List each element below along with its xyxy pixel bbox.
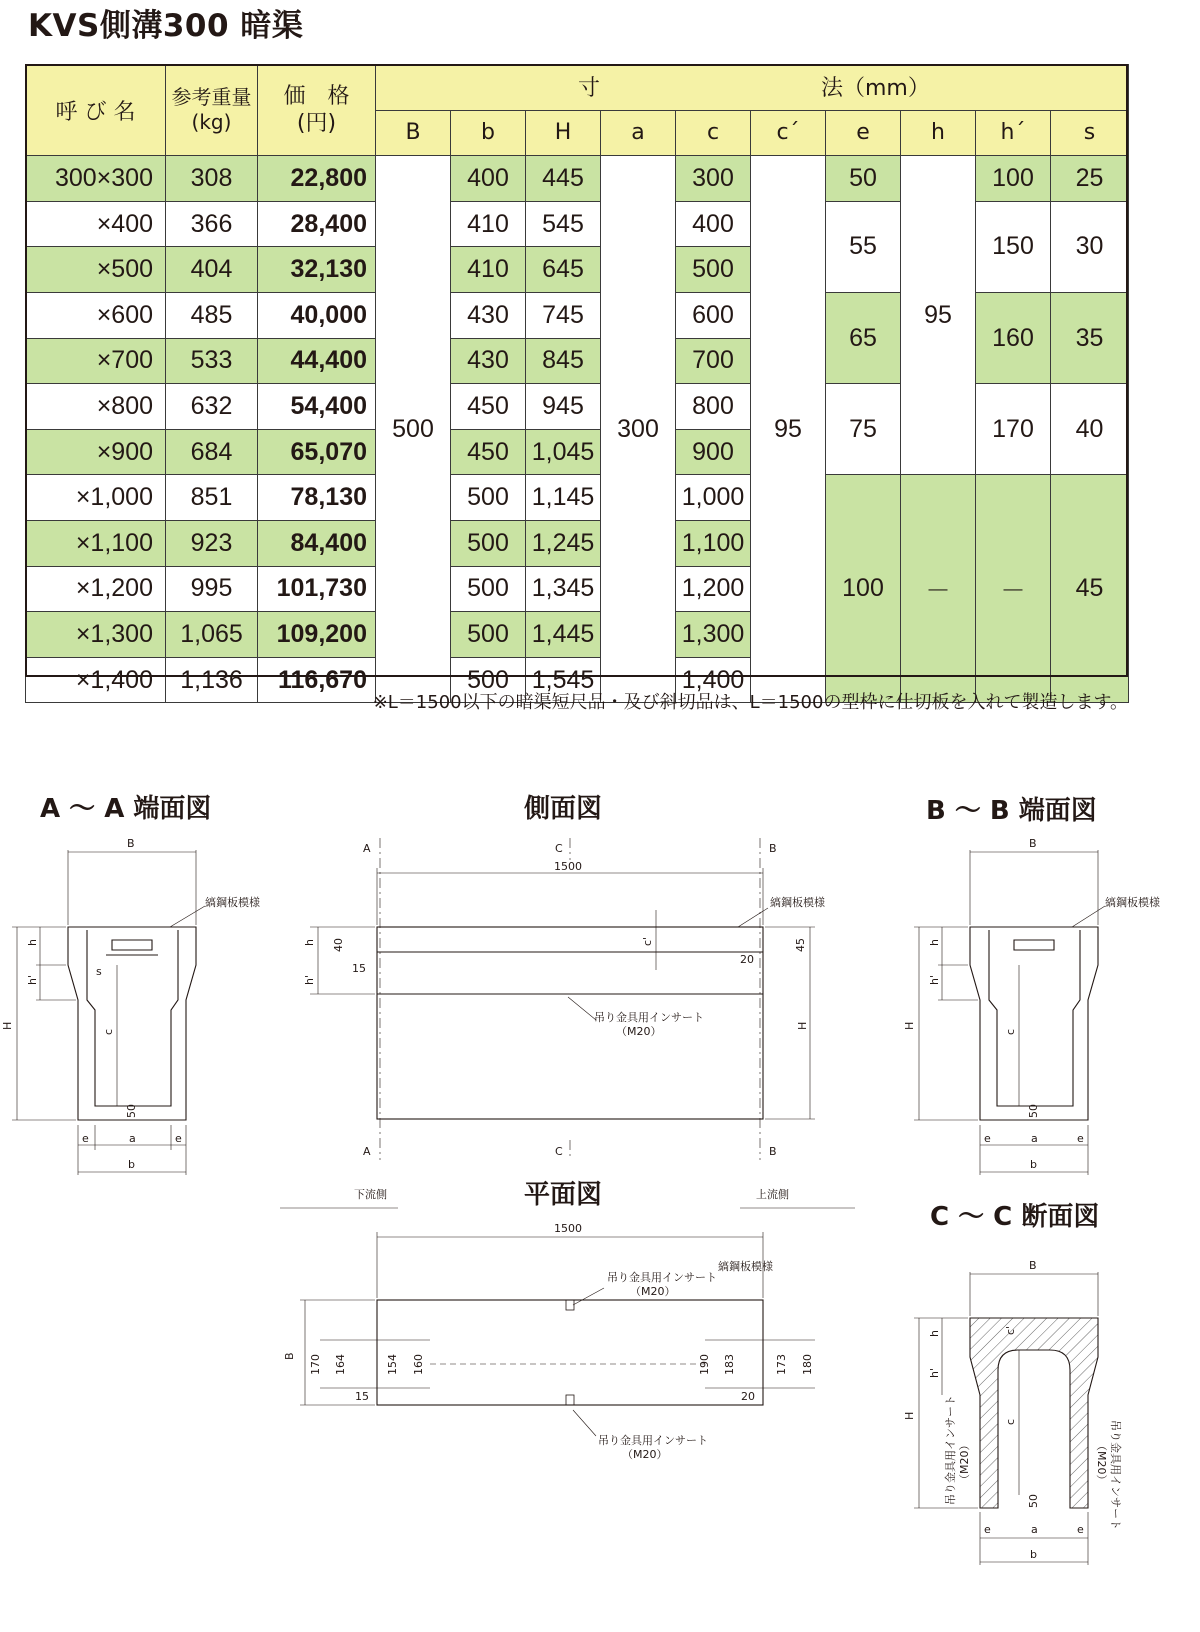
aa-label-50: 50 [125,1104,138,1118]
plan-label-m20-bottom: （M20） [622,1448,668,1461]
header-col-3: a [601,110,676,156]
cc-title: C ～ C 断面図 [930,1202,1100,1232]
table-cell: 30 [1051,201,1129,292]
table-cell: 632 [166,384,258,430]
table-cell: 101,730 [258,566,376,612]
table-cell: － [976,475,1051,703]
side-view-drawing [310,838,815,1160]
table-cell: 500 [451,566,526,612]
table-cell: 45 [1051,475,1129,703]
plan-label-170: 170 [309,1354,322,1375]
table-cell: 366 [166,201,258,247]
bb-label-plate: 縞鋼板模様 [1105,896,1160,909]
table-cell: 851 [166,475,258,521]
plan-label-1500: 1500 [554,1222,582,1235]
footnote: ※L＝1500以下の暗渠短尺品・及び斜切品は、L＝1500の型枠に仕切板を入れて製造します。 [372,692,1128,713]
table-cell: 500 [376,156,451,703]
side-label-15: 15 [352,962,366,975]
table-cell: 995 [166,566,258,612]
table-cell: 410 [451,201,526,247]
table-cell: ×1,000 [26,475,166,521]
table-cell: 300 [601,156,676,703]
bb-end-view [914,850,1105,1175]
table-cell: 55 [826,201,901,292]
table-cell: 28,400 [258,201,376,247]
table-cell: 923 [166,520,258,566]
table-cell: 533 [166,338,258,384]
table-cell: 430 [451,338,526,384]
table-cell: 500 [451,657,526,703]
table-cell: 500 [451,475,526,521]
plan-view-title: 平面図 [524,1180,603,1210]
plan-label-180: 180 [801,1354,814,1375]
table-cell: 1,300 [676,612,751,658]
bb-label-50: 50 [1027,1104,1040,1118]
table-cell: 116,670 [258,657,376,703]
cc-label-insert-left: 吊り金具用インサート [944,1395,957,1505]
table-cell: 400 [676,201,751,247]
plan-label-164: 164 [334,1354,347,1375]
table-cell: 1,145 [526,475,601,521]
cc-label-H: H [903,1411,916,1420]
bb-label-B: B [1029,837,1037,850]
header-col-8: h´ [976,110,1051,156]
table-cell: ×900 [26,429,166,475]
table-cell: 1,545 [526,657,601,703]
bb-label-a: a [1031,1132,1038,1145]
table-cell: ×700 [26,338,166,384]
table-cell: 40,000 [258,292,376,338]
cc-label-h: h [928,1330,941,1337]
table-cell: 32,130 [258,247,376,293]
plan-label-154: 154 [386,1354,399,1375]
table-cell: 50 [826,156,901,202]
plan-label-downstream: 下流側 [354,1188,387,1201]
header-col-5: c´ [751,110,826,156]
table-cell: 40 [1051,384,1129,475]
table-cell: 150 [976,201,1051,292]
cc-label-cprime: c' [1004,1325,1017,1335]
table-cell: 300×300 [26,156,166,202]
side-label-C-top: C [555,842,563,855]
table-cell: 170 [976,384,1051,475]
side-view-title: 側面図 [524,794,603,824]
bb-title: B ～ B 端面図 [926,796,1097,826]
table-cell: ×500 [26,247,166,293]
plan-label-15: 15 [355,1390,369,1403]
table-cell: ×600 [26,292,166,338]
table-cell: 1,136 [166,657,258,703]
table-cell: 22,800 [258,156,376,202]
side-label-1500: 1500 [554,860,582,873]
table-cell: 430 [451,292,526,338]
side-label-40: 40 [332,938,345,952]
side-label-20: 20 [740,953,754,966]
plan-label-B: B [283,1352,296,1360]
side-label-H: H [796,1021,809,1030]
side-label-C-bottom: C [555,1145,563,1158]
cc-label-insert-right: 吊り金具用インサート [1109,1420,1122,1530]
plan-label-plate: 縞鋼板模様 [718,1260,773,1273]
header-col-9: s [1051,110,1129,156]
table-cell: 95 [751,156,826,703]
header-col-0: B [376,110,451,156]
cc-label-50: 50 [1027,1494,1040,1508]
table-cell: 450 [451,384,526,430]
bb-label-e-right: e [1077,1132,1084,1145]
aa-end-view [12,850,205,1175]
cc-section-drawing [914,1272,1098,1565]
table-cell: 100 [976,156,1051,202]
cc-label-e-right: e [1077,1523,1084,1536]
table-cell: 84,400 [258,520,376,566]
table-cell: 100 [826,475,901,703]
table-cell: 1,045 [526,429,601,475]
aa-label-c: c [102,1028,115,1035]
table-cell: 400 [451,156,526,202]
table-cell: 945 [526,384,601,430]
table-cell: ×1,100 [26,520,166,566]
table-cell: 1,245 [526,520,601,566]
table-cell: 410 [451,247,526,293]
plan-label-173: 173 [775,1354,788,1375]
aa-label-h: h [26,939,39,946]
header-col-7: h [901,110,976,156]
table-cell: 308 [166,156,258,202]
side-label-h: h [303,939,316,946]
aa-label-H: H [1,1021,14,1030]
header-dim-left: 寸 [578,76,601,101]
table-cell: 500 [451,520,526,566]
cc-label-c: c [1004,1418,1017,1425]
cc-label-b: b [1030,1548,1037,1561]
side-label-B-top: B [769,842,777,855]
table-cell: 75 [826,384,901,475]
plan-label-183: 183 [723,1354,736,1375]
bb-label-b: b [1030,1158,1037,1171]
cc-label-m20-left: （M20） [958,1439,971,1485]
side-label-cprime: c' [641,936,654,946]
bb-label-h: h [928,939,941,946]
cc-label-m20-right: （M20） [1095,1440,1108,1486]
table-cell: 800 [676,384,751,430]
table-cell: 745 [526,292,601,338]
plan-label-m20-top: （M20） [630,1285,676,1298]
plan-label-upstream: 上流側 [756,1188,789,1201]
table-cell: 1,400 [676,657,751,703]
table-cell: 450 [451,429,526,475]
aa-title: A ～ A 端面図 [40,794,212,824]
side-label-45: 45 [794,938,807,952]
aa-label-b: b [128,1158,135,1171]
header-col-6: e [826,110,901,156]
table-cell: 645 [526,247,601,293]
plan-label-insert-top: 吊り金具用インサート [607,1271,717,1284]
bb-label-hprime: h' [928,975,941,985]
table-cell: 1,065 [166,612,258,658]
table-cell: 845 [526,338,601,384]
cc-label-a: a [1031,1523,1038,1536]
table-cell: 160 [976,292,1051,383]
plan-label-160: 160 [412,1354,425,1375]
table-cell: 78,130 [258,475,376,521]
side-label-A-top: A [363,842,371,855]
table-cell: － [901,475,976,703]
table-cell: 44,400 [258,338,376,384]
table-cell: 109,200 [258,612,376,658]
side-label-A-bottom: A [363,1145,371,1158]
table-cell: 95 [901,156,976,475]
header-weight: 参考重量 (kg) [166,65,258,156]
aa-label-s: s [96,965,102,978]
table-cell: 300 [676,156,751,202]
header-col-4: c [676,110,751,156]
cc-label-e-left: e [984,1523,991,1536]
table-cell: 1,200 [676,566,751,612]
table-cell: 1,100 [676,520,751,566]
aa-label-e-left: e [82,1132,89,1145]
header-name: 呼 び 名 [26,65,166,156]
aa-label-plate: 縞鋼板模様 [205,896,260,909]
cc-label-hprime: h' [928,1368,941,1378]
side-label-hprime: h' [303,975,316,985]
side-label-insert: 吊り金具用インサート [594,1011,704,1024]
aa-label-B: B [127,837,135,850]
table-cell: 54,400 [258,384,376,430]
aa-label-hprime: h' [26,975,39,985]
table-cell: 65 [826,292,901,383]
side-label-m20: （M20） [616,1025,662,1038]
side-label-plate: 縞鋼板模様 [770,896,825,909]
table-cell: 1,445 [526,612,601,658]
cc-label-B: B [1029,1259,1037,1272]
aa-label-a: a [129,1132,136,1145]
side-label-B-bottom: B [769,1145,777,1158]
page-title: KVS側溝300 暗渠 [28,8,304,44]
table-cell: 1,345 [526,566,601,612]
table-cell: 485 [166,292,258,338]
table-cell: ×1,300 [26,612,166,658]
table-cell: ×800 [26,384,166,430]
plan-label-20: 20 [741,1390,755,1403]
header-col-1: b [451,110,526,156]
table-cell: ×1,200 [26,566,166,612]
table-cell: ×1,400 [26,657,166,703]
table-cell: 500 [451,612,526,658]
table-cell: 404 [166,247,258,293]
aa-label-e-right: e [175,1132,182,1145]
header-dim-right: 法（mm） [821,76,930,101]
table-cell: 500 [676,247,751,293]
bb-label-H: H [903,1021,916,1030]
table-cell: 684 [166,429,258,475]
bb-label-e-left: e [984,1132,991,1145]
table-cell: 35 [1051,292,1129,383]
table-cell: 700 [676,338,751,384]
plan-label-190: 190 [698,1354,711,1375]
bb-label-c: c [1004,1028,1017,1035]
header-price: 価 格 (円) [258,65,376,156]
header-col-2: H [526,110,601,156]
table-cell: 25 [1051,156,1129,202]
table-cell: 1,000 [676,475,751,521]
table-cell: ×400 [26,201,166,247]
table-cell: 445 [526,156,601,202]
table-cell: 545 [526,201,601,247]
table-cell: 600 [676,292,751,338]
table-cell: 65,070 [258,429,376,475]
plan-label-insert-bottom: 吊り金具用インサート [598,1434,708,1447]
table-cell: 900 [676,429,751,475]
